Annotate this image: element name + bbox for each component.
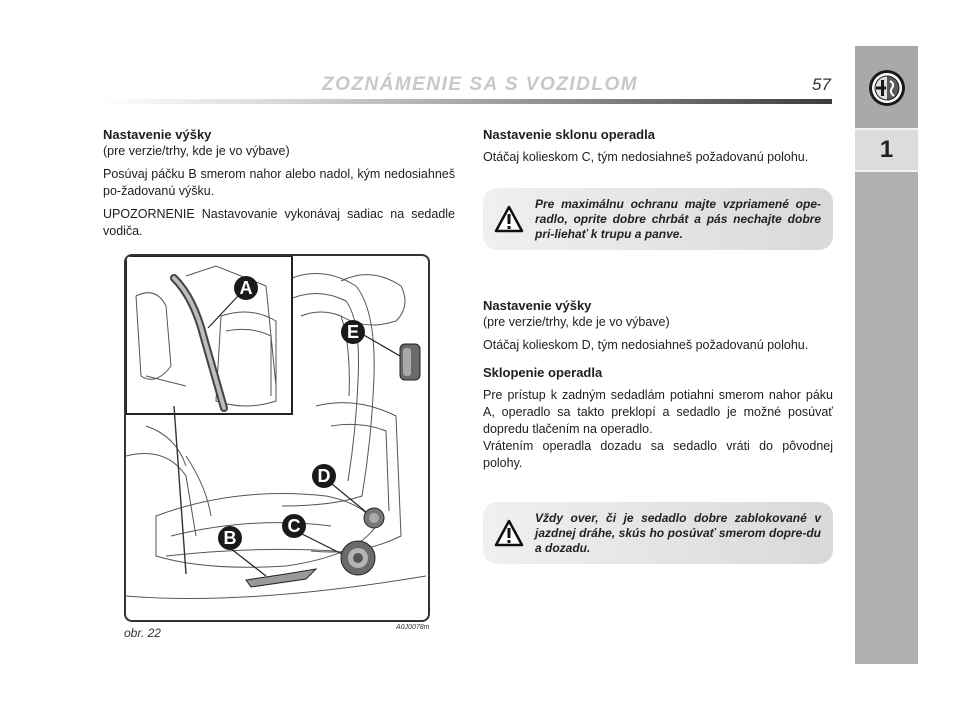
fold-instruction: Pre prístup k zadným sedadlám potiahni smerom nahor páku A, operadlo sa takto preklopí a sedadlo je možné posúvať dopredu tlačením na operadlo.	[483, 388, 833, 436]
svg-text:E: E	[346, 322, 360, 342]
page-number: 57	[812, 75, 831, 94]
height-knob-subheading: (pre verzie/trhy, kde je vo výbave)	[483, 315, 670, 329]
warning-triangle-icon	[483, 205, 535, 233]
fold-return-note: Vrátením operadla dozadu sa sedadlo vráti do pôvodnej polohy.	[483, 439, 833, 470]
right-text-column-lower	[483, 297, 833, 472]
label-c	[282, 514, 306, 538]
header-divider	[100, 99, 832, 104]
warning-text-posture: Pre maximálnu ochranu majte vzpriamené ope-radlo, oprite dobre chrbát a pás nechajte dobre pri-liehať k trupu a panve.	[535, 196, 821, 241]
label-d	[312, 464, 336, 488]
chapter-number: 1	[855, 128, 918, 172]
svg-text:D: D	[317, 466, 331, 486]
label-b	[218, 526, 242, 550]
seat-figure	[124, 254, 430, 622]
height-adjust-note: UPOZORNENIE Nastavovanie vykonávaj sadiac na sedadle vodiča.	[103, 207, 455, 238]
left-text-column	[103, 126, 455, 240]
label-a	[234, 276, 258, 300]
svg-text:B: B	[223, 528, 237, 548]
warning-triangle-icon	[483, 519, 535, 547]
height-adjust-subheading: (pre verzie/trhy, kde je vo výbave)	[103, 144, 290, 158]
height-adjust-heading: Nastavenie výšky	[103, 127, 212, 142]
fold-heading: Sklopenie operadla	[483, 365, 603, 380]
warning-text-locking: Vždy over, či je sedadlo dobre zablokované v jazdnej dráhe, skús ho posúvať smerom dopre-du a dozadu.	[535, 510, 821, 555]
logo-block	[855, 46, 918, 130]
height-knob-instruction: Otáčaj kolieskom D, tým nedosiahneš požadovanú polohu.	[483, 338, 809, 352]
height-knob-heading: Nastavenie výšky	[483, 298, 592, 313]
warning-box-posture	[483, 188, 833, 250]
figure-caption: obr. 22	[124, 626, 161, 640]
alfa-romeo-logo-icon	[867, 68, 907, 108]
warning-box-locking	[483, 502, 833, 564]
recline-heading: Nastavenie sklonu operadla	[483, 127, 655, 142]
figure-code: A0J0078m	[396, 624, 430, 631]
page-header-title: ZOZNÁMENIE SA S VOZIDLOM	[322, 74, 639, 95]
height-adjust-instruction: Posúvaj páčku B smerom nahor alebo nadol, kým nedosiahneš po-žadovanú výšku.	[103, 167, 455, 198]
recline-instruction: Otáčaj kolieskom C, tým nedosiahneš požadovanú polohu.	[483, 150, 809, 164]
seat-illustration	[126, 256, 428, 620]
svg-text:C: C	[287, 516, 301, 536]
label-e	[341, 320, 365, 344]
svg-text:A: A	[239, 278, 253, 298]
right-text-column	[483, 126, 833, 166]
